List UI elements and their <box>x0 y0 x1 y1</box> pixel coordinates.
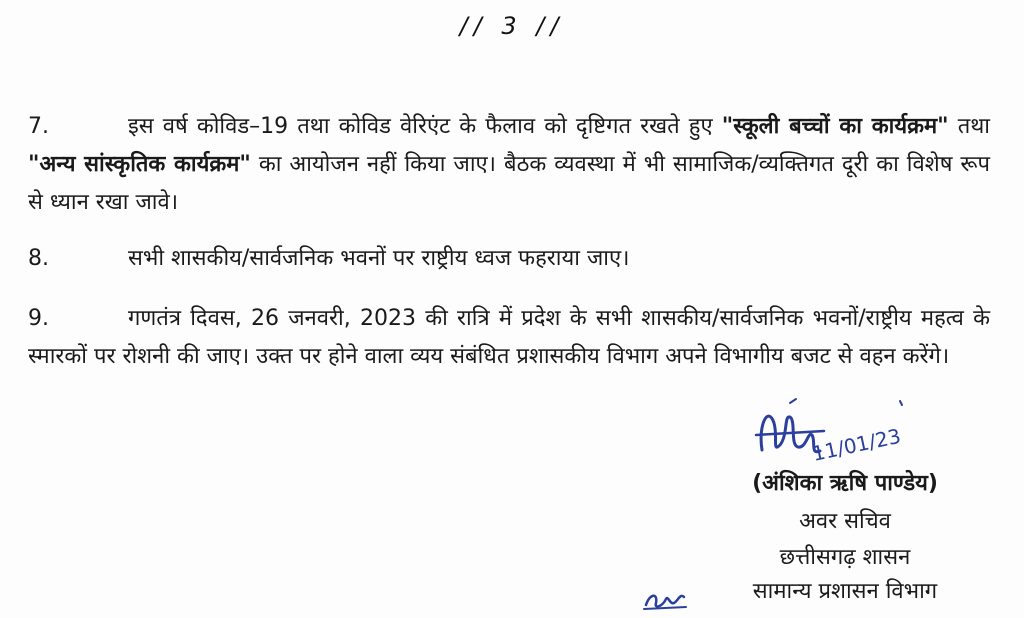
paragraph-text: का आयोजन नहीं किया जाए। बैठक व्यवस्था में भी सामाजिक/व्यक्तिगत दूरी का विशेष रूप से ध्यान रखा जावे। <box>28 152 990 215</box>
handwritten-date: 11/01/23 <box>810 423 903 466</box>
paragraph-number: 8. <box>28 246 49 271</box>
handwritten-initials <box>640 575 700 615</box>
signatory-government: छत्तीसगढ़ शासन <box>779 545 911 570</box>
page-number: // 3 // <box>459 12 565 40</box>
signatory-designation: अवर सचिव <box>799 509 891 534</box>
paragraph-9 <box>28 300 990 376</box>
paragraph-text: तथा <box>957 114 990 139</box>
paragraph-7 <box>28 108 990 222</box>
paragraph-number: 7. <box>28 114 49 139</box>
signatory-department: सामान्य प्रशासन विभाग <box>752 579 938 604</box>
signatory-name: (अंशिका ऋषि पाण्डेय) <box>752 471 938 496</box>
paragraph-text: सभी शासकीय/सार्वजनिक भवनों पर राष्ट्रीय ध्वज फहराया जाए। <box>128 246 630 271</box>
handwritten-signature <box>750 395 910 475</box>
signature-block <box>640 395 1010 615</box>
paragraph-number: 9. <box>28 306 49 331</box>
paragraph-text: इस वर्ष कोविड–19 तथा कोविड वेरिएंट के फैलाव को दृष्टिगत रखते हुए <box>128 114 713 139</box>
quoted-program-school: "स्कूली बच्चों का कार्यक्रम" <box>721 114 949 139</box>
paragraph-text: गणतंत्र दिवस, 26 जनवरी, 2023 की रात्रि में प्रदेश के सभी शासकीय/सार्वजनिक भवनों/राष्ट्रीय महत्व के स्मारकों पर रोशनी की जाए। उक्त पर होने वाला व्यय संबंधित प्रशासकीय विभाग अपने विभागीय बजट से वहन करेंगे। <box>28 306 990 369</box>
quoted-program-cultural: "अन्य सांस्कृतिक कार्यक्रम" <box>28 152 251 177</box>
paragraph-8 <box>28 240 990 278</box>
